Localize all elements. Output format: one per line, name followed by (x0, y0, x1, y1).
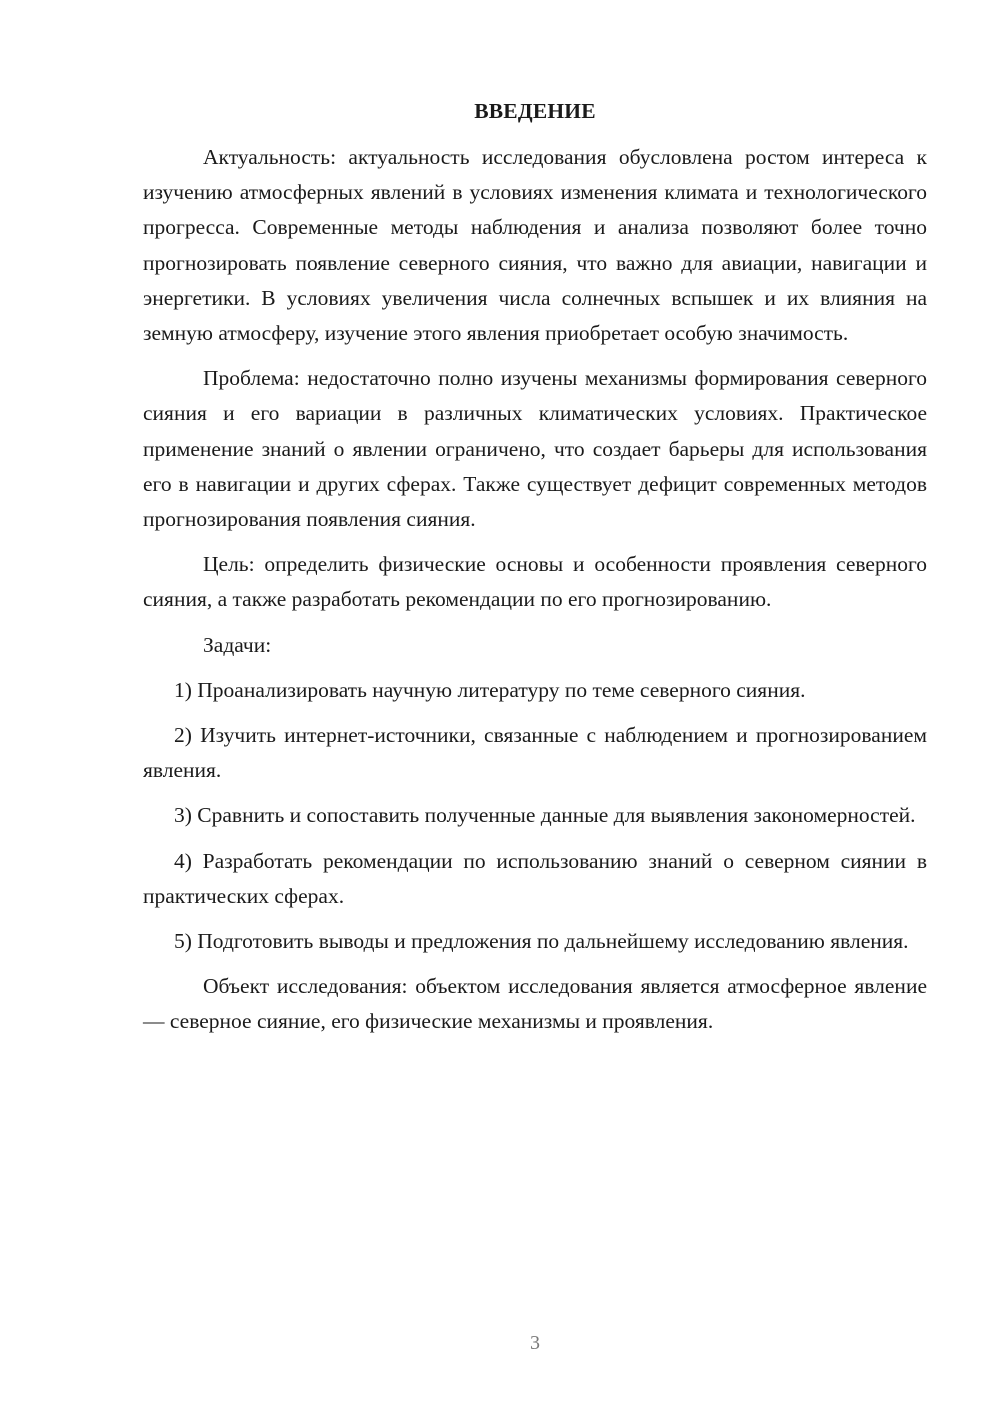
document-body (143, 96, 927, 1050)
goal-paragraph: Цель: определить физические основы и особенности проявления северного сияния, а также разработать рекомендации по его прогнозированию. (143, 552, 927, 612)
page-number: 3 (530, 1332, 540, 1354)
tasks-list (143, 673, 927, 959)
task-item: 3) Сравнить и сопоставить полученные данные для выявления закономерностей. (174, 803, 916, 828)
tasks-label: Задачи: (203, 632, 272, 657)
relevance-paragraph: Актуальность: актуальность исследования обусловлена ростом интереса к изучению атмосферных явлений в условиях изменения климата и технологического прогресса. Современные методы наблюдения и анализа позволяют более точно прогнозировать появление северного сияния, что важно для авиации, навигации и энергетики. В условиях увеличения числа солнечных вспышек и их влияния на земную атмосферу, изучение этого явления приобретает особую значимость. (143, 145, 927, 346)
task-item: 2) Изучить интернет-источники, связанные с наблюдением и прогнозированием явления. (143, 723, 927, 783)
object-paragraph: Объект исследования: объектом исследования является атмосферное явление — северное сияние, его физические механизмы и проявления. (143, 974, 927, 1034)
problem-paragraph: Проблема: недостаточно полно изучены механизмы формирования северного сияния и его вариации в различных климатических условиях. Практическое применение знаний о явлении ограничено, что создает барьеры для использования его в навигации и других сферах. Также существует дефицит современных методов прогнозирования появления сияния. (143, 366, 927, 532)
task-item: 4) Разработать рекомендации по использованию знаний о северном сиянии в практических сферах. (143, 848, 927, 908)
task-item: 5) Подготовить выводы и предложения по дальнейшему исследованию явления. (174, 929, 909, 954)
section-title: ВВЕДЕНИЕ (474, 99, 596, 123)
task-item: 1) Проанализировать научную литературу по теме северного сияния. (174, 677, 806, 702)
